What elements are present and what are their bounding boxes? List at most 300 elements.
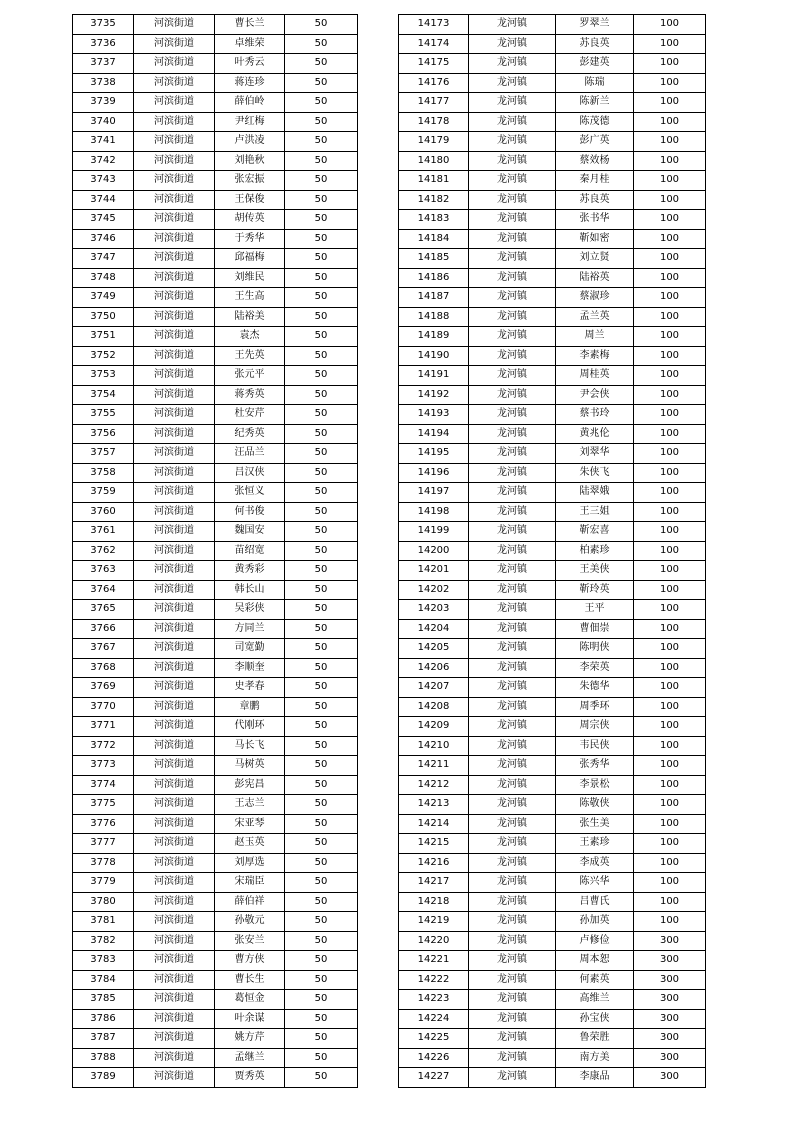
table-row [73,132,358,152]
amount-cell: 50 [285,853,358,873]
row-number-cell: 14179 [399,132,469,152]
amount-cell: 50 [285,502,358,522]
amount-cell: 50 [285,73,358,93]
amount-cell: 50 [285,814,358,834]
row-number-cell: 14219 [399,912,469,932]
name-cell: 陈兴华 [556,873,634,893]
amount-cell: 100 [634,736,706,756]
table-row [399,229,706,249]
table-row [73,424,358,444]
name-cell: 王生高 [215,288,285,308]
amount-cell: 50 [285,697,358,717]
table-row [73,600,358,620]
table-row [399,385,706,405]
amount-cell: 100 [634,463,706,483]
amount-cell: 100 [634,600,706,620]
amount-cell: 100 [634,346,706,366]
name-cell: 汪品兰 [215,444,285,464]
name-cell: 周本恕 [556,951,634,971]
district-cell: 河滨街道 [134,1048,215,1068]
amount-cell: 50 [285,736,358,756]
amount-cell: 50 [285,775,358,795]
name-cell: 孙加英 [556,912,634,932]
amount-cell: 100 [634,73,706,93]
row-number-cell: 14189 [399,327,469,347]
amount-cell: 50 [285,112,358,132]
table-row [399,327,706,347]
row-number-cell: 3788 [73,1048,134,1068]
district-cell: 河滨街道 [134,112,215,132]
name-cell: 叶秀云 [215,54,285,74]
row-number-cell: 3758 [73,463,134,483]
name-cell: 孙宝侠 [556,1009,634,1029]
amount-cell: 300 [634,1029,706,1049]
name-cell: 周桂英 [556,366,634,386]
amount-cell: 100 [634,658,706,678]
right-register-table [398,14,706,1088]
row-number-cell: 3742 [73,151,134,171]
table-row [73,834,358,854]
table-row [73,619,358,639]
amount-cell: 50 [285,15,358,35]
row-number-cell: 3761 [73,522,134,542]
table-row [399,151,706,171]
name-cell: 杜安芹 [215,405,285,425]
table-row [73,736,358,756]
amount-cell: 100 [634,210,706,230]
name-cell: 李景松 [556,775,634,795]
name-cell: 代刚环 [215,717,285,737]
amount-cell: 50 [285,288,358,308]
district-cell: 河滨街道 [134,229,215,249]
district-cell: 龙河镇 [469,600,556,620]
row-number-cell: 14192 [399,385,469,405]
district-cell: 河滨街道 [134,288,215,308]
name-cell: 王先英 [215,346,285,366]
name-cell: 章鹏 [215,697,285,717]
table-row [399,346,706,366]
district-cell: 河滨街道 [134,1068,215,1088]
table-row [73,34,358,54]
left-register-table [72,14,358,1088]
district-cell: 河滨街道 [134,34,215,54]
district-cell: 龙河镇 [469,190,556,210]
row-number-cell: 14178 [399,112,469,132]
amount-cell: 50 [285,892,358,912]
amount-cell: 50 [285,600,358,620]
row-number-cell: 14185 [399,249,469,269]
name-cell: 陈敬侠 [556,795,634,815]
row-number-cell: 3763 [73,561,134,581]
name-cell: 韩长山 [215,580,285,600]
table-row [73,697,358,717]
name-cell: 张书华 [556,210,634,230]
table-row [73,502,358,522]
left-register-body [73,15,358,1088]
table-row [399,1048,706,1068]
row-number-cell: 14190 [399,346,469,366]
table-row [73,853,358,873]
table-row [73,444,358,464]
name-cell: 薛伯岭 [215,93,285,113]
amount-cell: 300 [634,990,706,1010]
name-cell: 曹佃崇 [556,619,634,639]
table-row [73,951,358,971]
name-cell: 李成英 [556,853,634,873]
name-cell: 柏素珍 [556,541,634,561]
name-cell: 宋亚琴 [215,814,285,834]
amount-cell: 100 [634,697,706,717]
row-number-cell: 3764 [73,580,134,600]
name-cell: 王保俊 [215,190,285,210]
district-cell: 龙河镇 [469,619,556,639]
amount-cell: 50 [285,424,358,444]
table-row [73,15,358,35]
row-number-cell: 14211 [399,756,469,776]
table-row [399,795,706,815]
district-cell: 龙河镇 [469,697,556,717]
district-cell: 龙河镇 [469,385,556,405]
name-cell: 陆裕美 [215,307,285,327]
amount-cell: 100 [634,678,706,698]
amount-cell: 100 [634,912,706,932]
amount-cell: 100 [634,853,706,873]
name-cell: 刘立贤 [556,249,634,269]
table-row [399,756,706,776]
table-row [399,190,706,210]
row-number-cell: 14221 [399,951,469,971]
row-number-cell: 3785 [73,990,134,1010]
table-row [399,34,706,54]
district-cell: 河滨街道 [134,151,215,171]
district-cell: 龙河镇 [469,717,556,737]
row-number-cell: 14202 [399,580,469,600]
name-cell: 何书俊 [215,502,285,522]
amount-cell: 50 [285,580,358,600]
district-cell: 龙河镇 [469,834,556,854]
amount-cell: 50 [285,1048,358,1068]
amount-cell: 50 [285,346,358,366]
district-cell: 河滨街道 [134,775,215,795]
name-cell: 吕汉侠 [215,463,285,483]
name-cell: 李素梅 [556,346,634,366]
row-number-cell: 3776 [73,814,134,834]
name-cell: 秦月桂 [556,171,634,191]
district-cell: 河滨街道 [134,931,215,951]
table-row [399,912,706,932]
row-number-cell: 3753 [73,366,134,386]
row-number-cell: 3777 [73,834,134,854]
row-number-cell: 14174 [399,34,469,54]
district-cell: 龙河镇 [469,541,556,561]
table-row [73,307,358,327]
table-row [73,346,358,366]
name-cell: 朱德华 [556,678,634,698]
amount-cell: 50 [285,658,358,678]
table-row [399,1068,706,1088]
table-row [73,658,358,678]
row-number-cell: 14176 [399,73,469,93]
table-row [73,522,358,542]
table-row [399,268,706,288]
district-cell: 河滨街道 [134,463,215,483]
name-cell: 纪秀英 [215,424,285,444]
amount-cell: 100 [634,34,706,54]
table-row [73,463,358,483]
row-number-cell: 3778 [73,853,134,873]
row-number-cell: 14227 [399,1068,469,1088]
table-row [399,892,706,912]
amount-cell: 300 [634,931,706,951]
table-row [399,288,706,308]
name-cell: 彭建英 [556,54,634,74]
table-row [399,112,706,132]
name-cell: 李荣英 [556,658,634,678]
right-register-body [399,15,706,1088]
district-cell: 龙河镇 [469,756,556,776]
district-cell: 河滨街道 [134,736,215,756]
amount-cell: 100 [634,717,706,737]
district-cell: 龙河镇 [469,346,556,366]
name-cell: 黄秀彩 [215,561,285,581]
row-number-cell: 14226 [399,1048,469,1068]
name-cell: 蔡效杨 [556,151,634,171]
district-cell: 龙河镇 [469,366,556,386]
row-number-cell: 3781 [73,912,134,932]
row-number-cell: 14213 [399,795,469,815]
table-row [399,814,706,834]
name-cell: 南方美 [556,1048,634,1068]
district-cell: 河滨街道 [134,268,215,288]
district-cell: 河滨街道 [134,580,215,600]
amount-cell: 100 [634,580,706,600]
name-cell: 靳玲英 [556,580,634,600]
amount-cell: 100 [634,112,706,132]
amount-cell: 50 [285,873,358,893]
amount-cell: 100 [634,619,706,639]
name-cell: 高维兰 [556,990,634,1010]
amount-cell: 100 [634,522,706,542]
row-number-cell: 14182 [399,190,469,210]
name-cell: 张恒义 [215,483,285,503]
amount-cell: 100 [634,834,706,854]
amount-cell: 100 [634,385,706,405]
amount-cell: 100 [634,190,706,210]
name-cell: 袁杰 [215,327,285,347]
name-cell: 张安兰 [215,931,285,951]
row-number-cell: 3782 [73,931,134,951]
row-number-cell: 14183 [399,210,469,230]
table-row [399,210,706,230]
row-number-cell: 3754 [73,385,134,405]
district-cell: 龙河镇 [469,502,556,522]
district-cell: 河滨街道 [134,541,215,561]
amount-cell: 50 [285,34,358,54]
name-cell: 胡传英 [215,210,285,230]
table-row [399,775,706,795]
row-number-cell: 3744 [73,190,134,210]
district-cell: 龙河镇 [469,73,556,93]
amount-cell: 50 [285,951,358,971]
amount-cell: 50 [285,385,358,405]
table-row [73,892,358,912]
row-number-cell: 3735 [73,15,134,35]
row-number-cell: 14191 [399,366,469,386]
amount-cell: 50 [285,210,358,230]
table-row [399,502,706,522]
row-number-cell: 3739 [73,93,134,113]
row-number-cell: 14173 [399,15,469,35]
row-number-cell: 3774 [73,775,134,795]
row-number-cell: 14193 [399,405,469,425]
district-cell: 河滨街道 [134,678,215,698]
district-cell: 河滨街道 [134,873,215,893]
district-cell: 龙河镇 [469,34,556,54]
district-cell: 龙河镇 [469,775,556,795]
amount-cell: 100 [634,756,706,776]
name-cell: 蔡淑珍 [556,288,634,308]
district-cell: 龙河镇 [469,132,556,152]
amount-cell: 100 [634,268,706,288]
row-number-cell: 14205 [399,639,469,659]
district-cell: 河滨街道 [134,892,215,912]
amount-cell: 100 [634,444,706,464]
table-row [73,1048,358,1068]
name-cell: 张生美 [556,814,634,834]
name-cell: 吴彩侠 [215,600,285,620]
table-row [399,1029,706,1049]
amount-cell: 50 [285,366,358,386]
amount-cell: 300 [634,951,706,971]
row-number-cell: 3780 [73,892,134,912]
amount-cell: 50 [285,268,358,288]
row-number-cell: 3741 [73,132,134,152]
name-cell: 刘厚选 [215,853,285,873]
amount-cell: 100 [634,561,706,581]
table-row [73,288,358,308]
district-cell: 龙河镇 [469,327,556,347]
amount-cell: 100 [634,873,706,893]
name-cell: 苏良英 [556,190,634,210]
district-cell: 河滨街道 [134,1029,215,1049]
amount-cell: 300 [634,1009,706,1029]
table-row [73,795,358,815]
district-cell: 河滨街道 [134,73,215,93]
name-cell: 陆翠娥 [556,483,634,503]
amount-cell: 100 [634,249,706,269]
amount-cell: 100 [634,814,706,834]
amount-cell: 50 [285,756,358,776]
name-cell: 曹方侠 [215,951,285,971]
row-number-cell: 3762 [73,541,134,561]
table-row [399,405,706,425]
name-cell: 薛伯祥 [215,892,285,912]
row-number-cell: 3769 [73,678,134,698]
district-cell: 河滨街道 [134,639,215,659]
table-row [73,112,358,132]
row-number-cell: 3757 [73,444,134,464]
amount-cell: 100 [634,405,706,425]
name-cell: 陈茂德 [556,112,634,132]
row-number-cell: 14188 [399,307,469,327]
district-cell: 龙河镇 [469,1009,556,1029]
district-cell: 龙河镇 [469,1048,556,1068]
name-cell: 陈新兰 [556,93,634,113]
table-row [73,873,358,893]
district-cell: 河滨街道 [134,190,215,210]
district-cell: 河滨街道 [134,346,215,366]
table-row [73,1029,358,1049]
row-number-cell: 14195 [399,444,469,464]
district-cell: 河滨街道 [134,424,215,444]
amount-cell: 300 [634,1068,706,1088]
row-number-cell: 14223 [399,990,469,1010]
amount-cell: 100 [634,307,706,327]
district-cell: 河滨街道 [134,54,215,74]
row-number-cell: 14212 [399,775,469,795]
table-row [73,931,358,951]
table-row [399,873,706,893]
name-cell: 王志兰 [215,795,285,815]
table-row [399,541,706,561]
name-cell: 李顺奎 [215,658,285,678]
name-cell: 周兰 [556,327,634,347]
amount-cell: 50 [285,912,358,932]
district-cell: 河滨街道 [134,970,215,990]
name-cell: 何素英 [556,970,634,990]
amount-cell: 100 [634,327,706,347]
amount-cell: 100 [634,424,706,444]
row-number-cell: 3740 [73,112,134,132]
district-cell: 龙河镇 [469,210,556,230]
table-row [399,639,706,659]
table-row [73,912,358,932]
name-cell: 卢洪凌 [215,132,285,152]
amount-cell: 50 [285,639,358,659]
row-number-cell: 3738 [73,73,134,93]
name-cell: 张元平 [215,366,285,386]
district-cell: 龙河镇 [469,15,556,35]
row-number-cell: 14210 [399,736,469,756]
amount-cell: 100 [634,93,706,113]
name-cell: 方同兰 [215,619,285,639]
district-cell: 龙河镇 [469,678,556,698]
amount-cell: 50 [285,522,358,542]
amount-cell: 50 [285,229,358,249]
row-number-cell: 14184 [399,229,469,249]
name-cell: 尹会侠 [556,385,634,405]
row-number-cell: 3759 [73,483,134,503]
amount-cell: 50 [285,717,358,737]
district-cell: 龙河镇 [469,931,556,951]
amount-cell: 50 [285,93,358,113]
table-row [73,93,358,113]
table-row [399,600,706,620]
table-row [73,366,358,386]
table-row [399,249,706,269]
amount-cell: 50 [285,151,358,171]
table-row [73,229,358,249]
table-row [399,619,706,639]
name-cell: 曹长兰 [215,15,285,35]
name-cell: 刘翠华 [556,444,634,464]
table-row [399,717,706,737]
table-row [399,463,706,483]
name-cell: 孟继兰 [215,1048,285,1068]
district-cell: 龙河镇 [469,93,556,113]
district-cell: 河滨街道 [134,697,215,717]
row-number-cell: 14225 [399,1029,469,1049]
